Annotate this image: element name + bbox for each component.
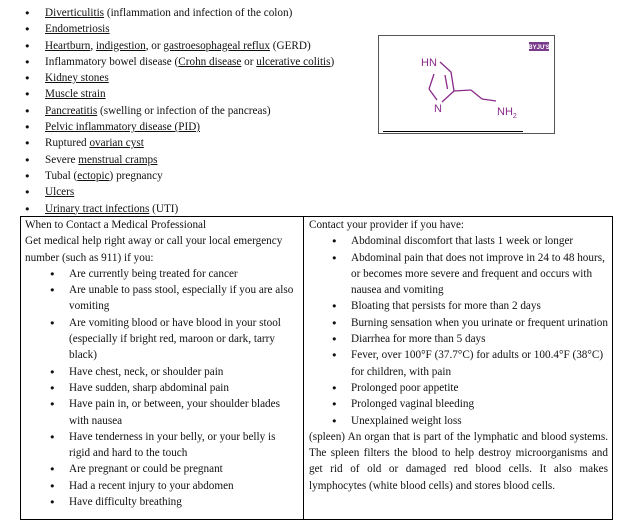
condition-link[interactable]: Muscle strain bbox=[45, 88, 106, 101]
list-item: ● Have tenderness in your belly, or your belly is rigid and hard to the touch bbox=[25, 429, 299, 462]
condition-item bbox=[25, 168, 365, 184]
condition-item bbox=[25, 103, 365, 119]
condition-text: Severe bbox=[45, 153, 79, 166]
condition-text: ) pregnancy bbox=[109, 169, 163, 182]
provider-list bbox=[309, 233, 608, 429]
spleen-definition: (spleen) An organ that is part of the lymphatic and blood systems. The spleen filters the blood to help destroy microorganisms and get rid of old or damaged red blood cells. It also makes lymphocytes (white blood cells) and stores blood cells. bbox=[309, 430, 608, 492]
condition-link[interactable]: Ulcers bbox=[45, 186, 75, 199]
left-column bbox=[25, 217, 299, 510]
condition-item bbox=[25, 86, 365, 102]
condition-text: (GERD) bbox=[269, 39, 311, 52]
ring-bonds bbox=[429, 62, 496, 102]
list-item: ● Bloating that persists for more than 2 days bbox=[309, 298, 608, 314]
condition-link[interactable]: Pancreatitis bbox=[45, 104, 98, 117]
condition-link[interactable]: Endometriosis bbox=[45, 23, 110, 36]
histamine-structure bbox=[379, 36, 554, 133]
condition-link[interactable]: Diverticulitis bbox=[45, 7, 105, 19]
left-heading: When to Contact a Medical Professional bbox=[25, 219, 207, 231]
list-item: ● Have difficulty breathing bbox=[25, 494, 299, 510]
list-item: ● Prolonged vaginal bleeding bbox=[309, 396, 608, 412]
condition-item bbox=[25, 5, 365, 21]
list-item: ● Have sudden, sharp abdominal pain bbox=[25, 380, 299, 396]
molecule-figure bbox=[378, 35, 555, 134]
condition-link[interactable]: Kidney stones bbox=[45, 72, 109, 85]
condition-item bbox=[25, 119, 365, 135]
contact-table bbox=[20, 216, 613, 520]
list-item: ● Burning sensation when you urinate or frequent urination bbox=[309, 315, 608, 331]
condition-item bbox=[25, 21, 365, 37]
condition-text: Ruptured bbox=[45, 137, 90, 150]
condition-item bbox=[25, 152, 365, 168]
condition-link[interactable]: Crohn disease bbox=[178, 55, 242, 68]
n-label: N bbox=[434, 103, 442, 115]
emergency-list bbox=[25, 266, 299, 510]
right-heading: Contact your provider if you have: bbox=[309, 219, 465, 231]
condition-text: (swelling or infection of the pancreas) bbox=[97, 104, 271, 117]
condition-text: ) bbox=[330, 55, 335, 68]
list-item: ● Unexplained weight loss bbox=[309, 413, 608, 429]
condition-text: (UTI) bbox=[149, 202, 179, 215]
condition-item bbox=[25, 38, 365, 54]
list-item: ● Have pain in, or between, your shoulder blades with nausea bbox=[25, 396, 299, 429]
right-column bbox=[309, 217, 608, 494]
condition-item bbox=[25, 70, 365, 86]
list-item: ● Are unable to pass stool, especially if you are also vomiting bbox=[25, 282, 299, 315]
list-item: ● Are currently being treated for cancer bbox=[25, 266, 299, 282]
left-intro: Get medical help right away or call your local emergency number (such as 911) if you: bbox=[25, 235, 283, 264]
condition-text: or bbox=[241, 55, 257, 68]
list-item: ● Fever, over 100°F (37.7°C) for adults or 100.4°F (38°C) for children, with pain bbox=[309, 347, 608, 380]
condition-text: , or bbox=[145, 39, 164, 52]
condition-link[interactable]: gastroesophageal reflux bbox=[163, 39, 270, 52]
condition-item bbox=[25, 201, 365, 217]
condition-link[interactable]: Heartburn bbox=[45, 39, 91, 52]
condition-link[interactable]: indigestion bbox=[95, 39, 146, 52]
condition-link[interactable]: menstrual cramps bbox=[78, 153, 158, 166]
list-item: ● Diarrhea for more than 5 days bbox=[309, 331, 608, 347]
list-item: ● Had a recent injury to your abdomen bbox=[25, 478, 299, 494]
list-item: ● Abdominal discomfort that lasts 1 week or longer bbox=[309, 233, 608, 249]
condition-text: , bbox=[90, 39, 96, 52]
list-item: ● Are pregnant or could be pregnant bbox=[25, 461, 299, 477]
condition-text: (inflammation and infection of the colon) bbox=[104, 7, 293, 19]
list-item: ● Prolonged poor appetite bbox=[309, 380, 608, 396]
list-item: ● Have chest, neck, or shoulder pain bbox=[25, 364, 299, 380]
figure-underline bbox=[383, 131, 523, 132]
condition-link[interactable]: Pelvic inflammatory disease (PID) bbox=[45, 121, 201, 134]
condition-link[interactable]: ulcerative colitis bbox=[256, 55, 331, 68]
column-divider bbox=[303, 217, 304, 519]
condition-text: Inflammatory bowel disease ( bbox=[45, 55, 179, 68]
condition-link[interactable]: ectopic bbox=[77, 169, 110, 182]
condition-item bbox=[25, 54, 365, 70]
conditions-list bbox=[25, 5, 365, 217]
condition-item bbox=[25, 184, 365, 200]
list-item: ● Are vomiting blood or have blood in your stool (especially if bright red, maroon or dark, tarry black) bbox=[25, 315, 299, 364]
condition-item bbox=[25, 135, 365, 151]
condition-text: Tubal ( bbox=[45, 169, 78, 182]
hn-label: HN bbox=[421, 57, 437, 69]
logo-text: BYJU'S bbox=[528, 45, 550, 51]
condition-link[interactable]: Urinary tract infections bbox=[45, 202, 150, 215]
condition-link[interactable]: ovarian cyst bbox=[89, 137, 144, 150]
list-item: ● Abdominal pain that does not improve in 24 to 48 hours, or becomes more severe and frequent and occurs with nausea and vomiting bbox=[309, 250, 608, 299]
nh2-label: $NH_2$ bbox=[497, 106, 517, 120]
